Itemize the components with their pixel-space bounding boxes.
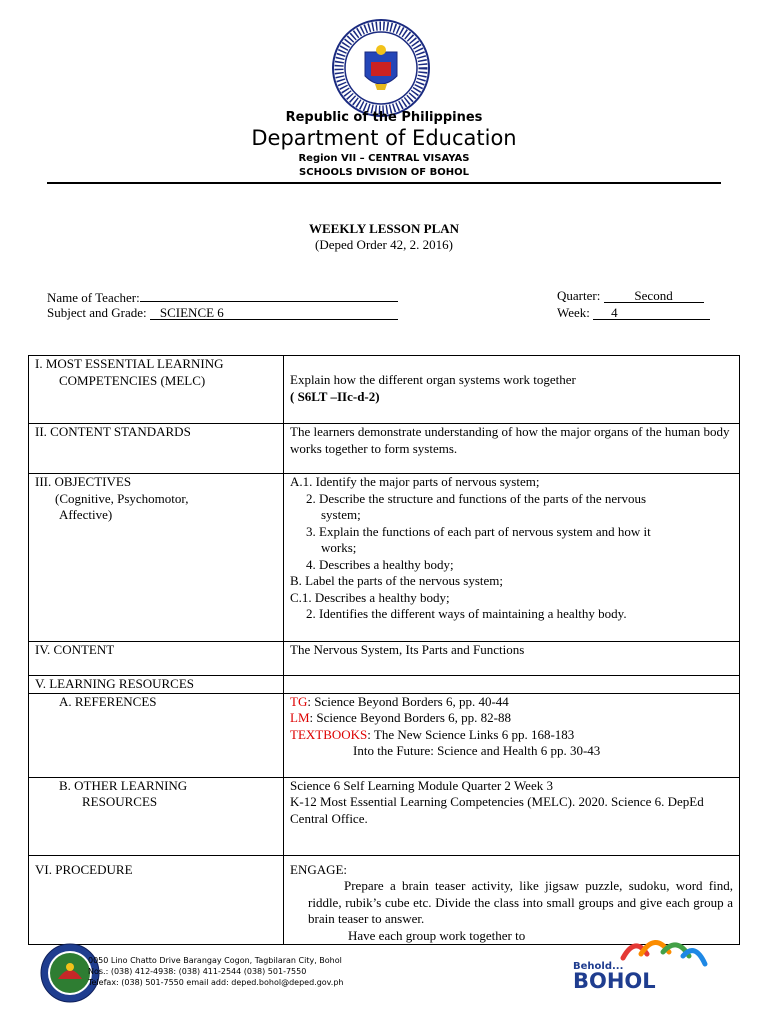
objective-item: 2. Identifies the different ways of maintaining a healthy body. — [306, 606, 627, 621]
melc-label-2: COMPETENCIES (MELC) — [59, 372, 206, 388]
standards-value-cell — [284, 424, 740, 474]
lesson-plan-table — [28, 355, 740, 945]
quarter-value: Second — [604, 289, 704, 303]
melc-code: ( S6LT –IIc-d-2) — [290, 388, 380, 404]
textbooks-value-2: Into the Future: Science and Health 6 pp. 30-43 — [353, 743, 601, 758]
lm-label: LM — [290, 710, 310, 725]
content-value: The Nervous System, Its Parts and Functions — [290, 642, 525, 657]
objectives-cell — [284, 474, 740, 642]
table-row — [29, 424, 740, 474]
objectives-label-cell — [29, 474, 284, 642]
quarter-line — [557, 288, 704, 304]
teacher-value — [140, 288, 398, 302]
teacher-label: Name of Teacher: — [47, 290, 140, 305]
table-row — [29, 693, 740, 777]
other-resources-label-2: RESOURCES — [82, 794, 158, 809]
references-cell — [284, 693, 740, 777]
lm-value: : Science Beyond Borders 6, pp. 82-88 — [309, 710, 511, 725]
reference-tg — [290, 694, 733, 711]
standards-value: The learners demonstrate understanding of how the major organs of the human body works together to form systems. — [290, 424, 730, 456]
procedure-label: VI. PROCEDURE — [35, 861, 133, 877]
content-label-cell — [29, 642, 284, 676]
melc-value: Explain how the different organ systems work together — [290, 372, 576, 387]
objectives-sub-2: Affective) — [59, 507, 113, 522]
content-label: IV. CONTENT — [35, 642, 115, 657]
deped-seal-logo — [331, 18, 431, 118]
quarter-label: Quarter: — [557, 288, 601, 303]
resources-label-cell — [29, 676, 284, 694]
division-heading: SCHOOLS DIVISION OF BOHOL — [299, 167, 469, 178]
objective-item: system; — [321, 507, 361, 522]
textbooks-label: TEXTBOOKS — [290, 726, 368, 742]
footer-phone-line: Nos.: (038) 412-4938: (038) 411-2544 (038) 501-7550 — [88, 967, 307, 976]
footer-address-line: 0050 Lino Chatto Drive Barangay Cogon, Tagbilaran City, Bohol — [88, 956, 342, 965]
other-resources-label: B. OTHER LEARNING — [59, 777, 188, 793]
other-resource-1: Science 6 Self Learning Module Quarter 2 Week 3 — [290, 777, 553, 793]
engage-label: ENGAGE: — [290, 861, 348, 877]
standards-label-cell — [29, 424, 284, 474]
footer-address — [88, 955, 343, 988]
objective-item: A.1. Identify the major parts of nervous system; — [290, 474, 540, 489]
teacher-line — [47, 288, 398, 306]
week-line — [557, 305, 710, 321]
week-label: Week: — [557, 305, 590, 320]
subject-line — [47, 305, 398, 321]
objectives-label: III. OBJECTIVES — [35, 474, 132, 489]
region-heading: Region VII – CENTRAL VISAYAS — [298, 153, 470, 164]
subject-value: SCIENCE 6 — [150, 306, 398, 320]
other-resources-cell — [284, 777, 740, 855]
references-label: A. REFERENCES — [59, 693, 157, 709]
textbooks-value: : The New Science Links 6 pp. 168-183 — [367, 726, 575, 742]
footer-email-line: Telefax: (038) 501-7550 email add: deped.bohol@deped.gov.ph — [88, 978, 344, 987]
table-row — [29, 474, 740, 642]
week-value: 4 — [593, 306, 710, 320]
objective-item: B. Label the parts of the nervous system; — [290, 573, 504, 588]
tg-label: TG — [290, 693, 308, 709]
bohol-logo-wordmark: BOHOL — [573, 969, 656, 993]
standards-label: II. CONTENT STANDARDS — [35, 424, 191, 439]
reference-textbooks — [290, 727, 733, 744]
header-divider — [47, 182, 721, 184]
resources-label: V. LEARNING RESOURCES — [35, 676, 195, 691]
table-row — [29, 676, 740, 694]
resources-value-cell — [284, 676, 740, 694]
objective-item: 2. Describe the structure and functions of the parts of the nervous — [306, 490, 647, 506]
melc-label-cell — [29, 356, 284, 424]
other-resources-label-cell — [29, 777, 284, 855]
content-value-cell — [284, 642, 740, 676]
reference-lm — [290, 710, 733, 727]
engage-text: Prepare a brain teaser activity, like jigsaw puzzle, sudoku, word find, riddle, rubik’s cube etc. Divide the class into small groups and give each group a brain teaser to answer. — [308, 878, 733, 926]
other-resource-2: K-12 Most Essential Learning Competencies (MELC). 2020. Science 6. DepEd Central Office. — [290, 794, 704, 826]
objectives-sub-1: (Cognitive, Psychomotor, — [55, 490, 189, 506]
table-row — [29, 642, 740, 676]
references-label-cell — [29, 693, 284, 777]
table-row — [29, 356, 740, 424]
subject-label: Subject and Grade: — [47, 305, 147, 320]
melc-label: I. MOST ESSENTIAL LEARNING — [35, 356, 224, 371]
tg-value: : Science Beyond Borders 6, pp. 40-44 — [307, 693, 509, 709]
objective-item: works; — [321, 540, 357, 555]
table-row — [29, 777, 740, 855]
document-subtitle: (Deped Order 42, 2. 2016) — [315, 237, 453, 252]
melc-value-cell — [284, 356, 740, 424]
department-heading: Department of Education — [251, 126, 517, 150]
document-title: WEEKLY LESSON PLAN — [308, 221, 460, 236]
objective-item: C.1. Describes a healthy body; — [290, 589, 450, 605]
bohol-logo-tagline: Behold... — [573, 961, 624, 972]
objective-item: 3. Explain the functions of each part of nervous system and how it — [306, 523, 651, 539]
republic-heading: Republic of the Philippines — [285, 110, 483, 125]
engage-text-2: Have each group work together to — [348, 927, 526, 943]
procedure-label-cell — [29, 855, 284, 945]
objective-item: 4. Describes a healthy body; — [306, 556, 454, 572]
